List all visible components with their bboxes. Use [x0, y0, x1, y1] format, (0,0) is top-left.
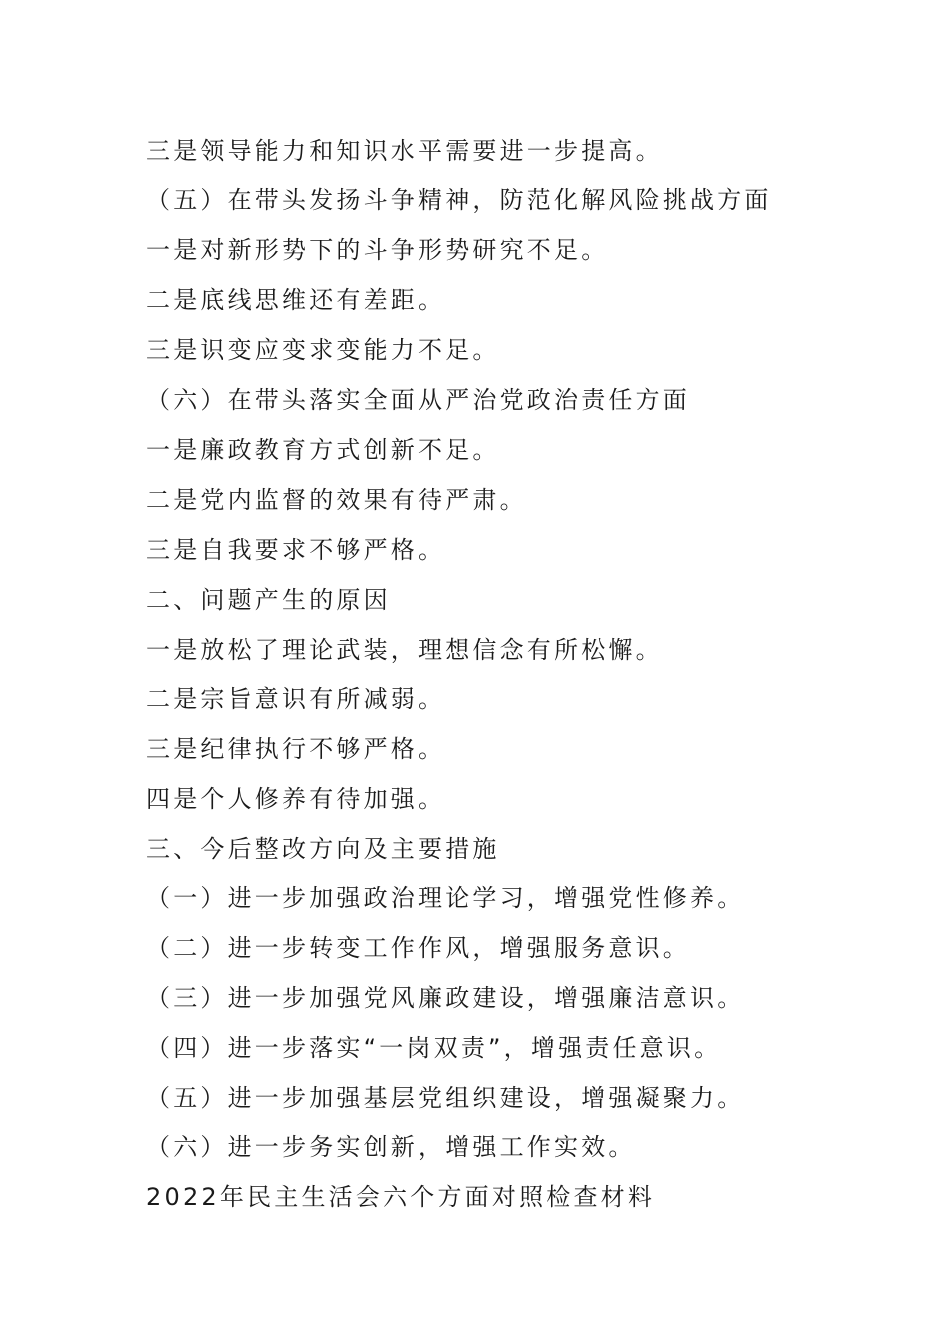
- measure-item: （二）进一步转变工作作风，增强服务意识。: [146, 934, 690, 962]
- text-line: 四是个人修养有待加强。: [146, 785, 446, 813]
- text-line: 一是放松了理论武装，理想信念有所松懈。: [146, 636, 663, 664]
- section-heading: （六）在带头落实全面从严治党政治责任方面: [146, 386, 690, 414]
- text-line: 三是领导能力和知识水平需要进一步提高。: [146, 137, 663, 165]
- text-line: 一是廉政教育方式创新不足。: [146, 436, 500, 464]
- document-title: 2022年民主生活会六个方面对照检查材料: [146, 1183, 656, 1211]
- text-line: 三是自我要求不够严格。: [146, 536, 446, 564]
- text-line: 三是纪律执行不够严格。: [146, 735, 446, 763]
- measure-item: （一）进一步加强政治理论学习，增强党性修养。: [146, 884, 745, 912]
- text-line: 二是党内监督的效果有待严肃。: [146, 486, 527, 514]
- measure-item: （六）进一步务实创新，增强工作实效。: [146, 1133, 636, 1161]
- text-line: 一是对新形势下的斗争形势研究不足。: [146, 236, 609, 264]
- measure-item: （五）进一步加强基层党组织建设，增强凝聚力。: [146, 1084, 745, 1112]
- measure-item: （四）进一步落实“一岗双责”，增强责任意识。: [146, 1034, 722, 1062]
- text-line: 三是识变应变求变能力不足。: [146, 336, 500, 364]
- text-line: 二是底线思维还有差距。: [146, 286, 446, 314]
- chapter-heading: 二、问题产生的原因: [146, 586, 391, 614]
- chapter-heading: 三、今后整改方向及主要措施: [146, 835, 500, 863]
- section-heading: （五）在带头发扬斗争精神，防范化解风险挑战方面: [146, 186, 772, 214]
- text-line: 二是宗旨意识有所减弱。: [146, 685, 446, 713]
- measure-item: （三）进一步加强党风廉政建设，增强廉洁意识。: [146, 984, 745, 1012]
